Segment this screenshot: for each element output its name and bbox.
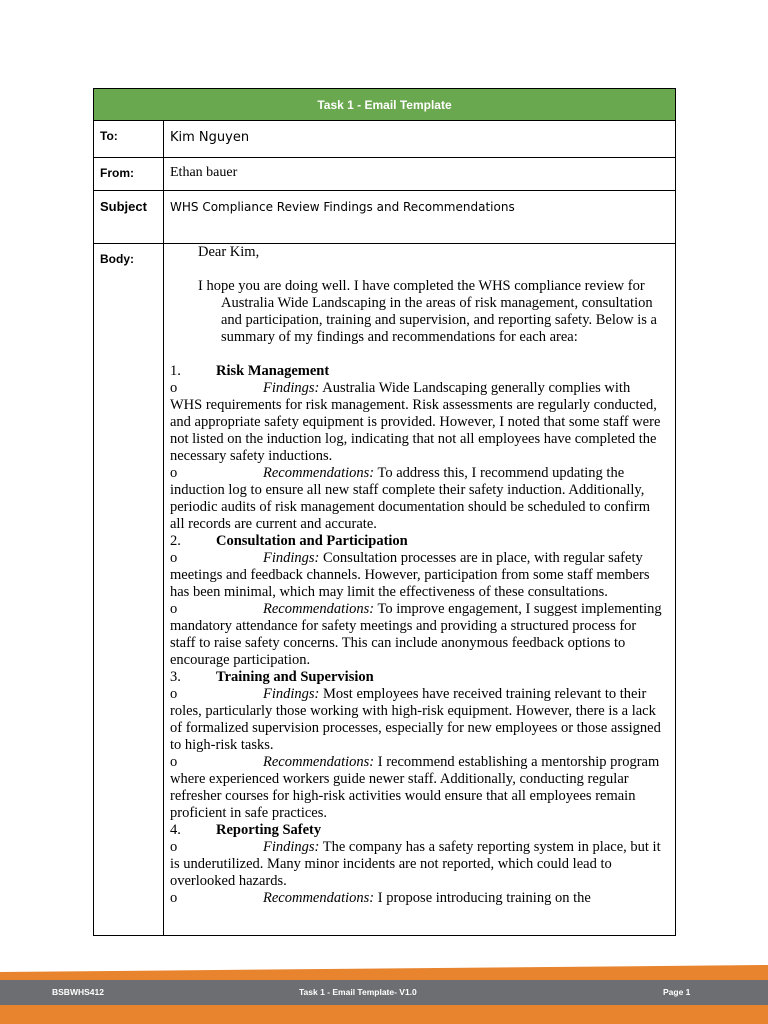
body-label: Body: [94, 244, 164, 935]
page-footer [0, 962, 768, 1024]
footer-page-number: Page 1 [663, 987, 691, 997]
section-number: 2. [170, 533, 181, 549]
findings-item: o Findings: The company has a safety reporting system in place, but it is underutilized. Many minor incidents are not reported, which could lead to overlooked hazards. [170, 839, 661, 889]
section-consultation [170, 533, 665, 669]
recommendations-item: o Recommendations: To improve engagement, I suggest implementing mandatory attendance for safety meetings and providing a structured process for staff to raise safety concerns. This can include anonymous feedback options to encourage participation. [170, 601, 662, 668]
email-template-table [93, 88, 676, 936]
subject-row [94, 191, 675, 244]
bullet-glyph: o [170, 890, 178, 906]
to-label: To: [94, 121, 164, 157]
recommendations-item: o Recommendations: I propose introducing training on the [170, 890, 591, 906]
to-value: Kim Nguyen [170, 130, 250, 145]
table-title: Task 1 - Email Template [94, 89, 675, 121]
section-risk-management [170, 363, 665, 533]
recommendations-item: o Recommendations: To address this, I recommend updating the induction log to ensure all new staff complete their safety induction. Additionally, periodic audits of risk management documentation should be scheduled to confirm all records are current and accurate. [170, 465, 650, 532]
section-title: Risk Management [216, 363, 330, 379]
intro-paragraph: I hope you are doing well. I have completed the WHS compliance review for Australia Wide Landscaping in the areas of risk management, consultation and participation, training and supervision, and reporting safety. Below is a summary of my findings and recommendations for each area: [198, 278, 657, 345]
recommendations-item: o Recommendations: I recommend establishing a mentorship program where experienced workers guide newer staff. Additionally, conducting regular refresher courses for high-risk activities would ensure that all employees remain proficient in safe practices. [170, 754, 660, 821]
bullet-glyph: o [170, 380, 178, 396]
bullet-glyph: o [170, 465, 178, 481]
email-body [164, 244, 675, 935]
section-title: Training and Supervision [216, 669, 374, 685]
subject-label: Subject [94, 191, 164, 243]
findings-item: o Findings: Consultation processes are in place, with regular safety meetings and feedback channels. However, participation from some staff members has been minimal, which may limit the effectiveness of these consultations. [170, 550, 650, 600]
from-row [94, 158, 675, 191]
bullet-glyph: o [170, 686, 178, 702]
bullet-glyph: o [170, 550, 178, 566]
bullet-glyph: o [170, 601, 178, 617]
section-training [170, 669, 665, 822]
to-row [94, 121, 675, 158]
section-number: 3. [170, 669, 181, 685]
section-number: 1. [170, 363, 181, 379]
findings-item: o Findings: Most employees have received training relevant to their roles, particularly those working with high-risk equipment. However, there is a lack of formalized supervision processes, especially for new employees or those assigned to high-risk tasks. [170, 686, 661, 753]
section-title: Consultation and Participation [216, 533, 408, 549]
salutation: Dear Kim, [198, 244, 260, 260]
subject-value: WHS Compliance Review Findings and Recommendations [170, 200, 515, 214]
bullet-glyph: o [170, 754, 178, 770]
bullet-glyph: o [170, 839, 178, 855]
body-row [94, 244, 675, 935]
footer-document-title: Task 1 - Email Template- V1.0 [299, 987, 417, 997]
section-title: Reporting Safety [216, 822, 322, 838]
findings-item: o Findings: Australia Wide Landscaping generally complies with WHS requirements for risk management. Risk assessments are regularly conducted, and appropriate safety equipment is provided. However, I noted that some staff were not listed on the induction log, indicating that not all employees have completed the necessary safety inductions. [170, 380, 661, 464]
from-label: From: [94, 158, 164, 190]
footer-unit-code: BSBWHS412 [52, 987, 104, 997]
section-number: 4. [170, 822, 181, 838]
section-reporting [170, 822, 665, 907]
from-value: Ethan bauer [170, 165, 238, 180]
